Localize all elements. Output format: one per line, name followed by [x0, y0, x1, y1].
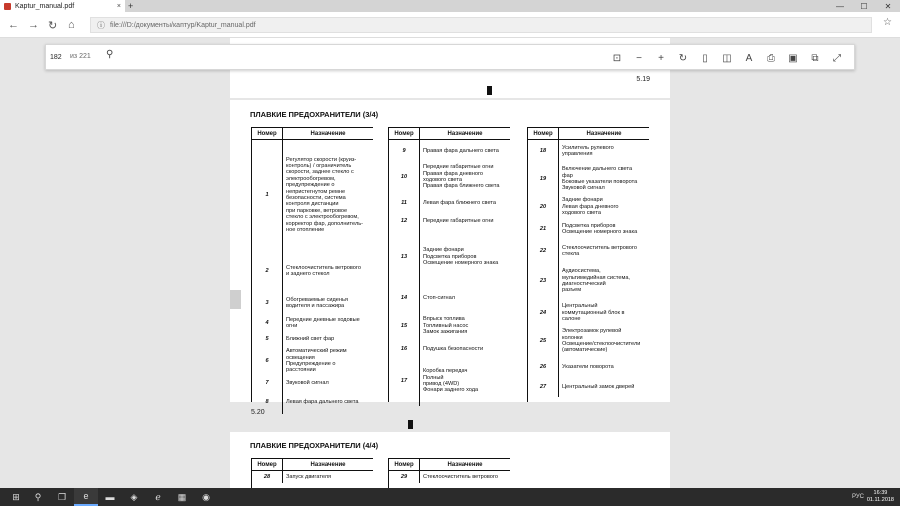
- clock[interactable]: [867, 490, 894, 504]
- fuse-number: 5: [252, 332, 283, 346]
- address-bar: [0, 12, 900, 38]
- fuse-number: 28: [252, 471, 283, 483]
- fuse-row: [252, 471, 373, 483]
- app-icon[interactable]: ◈: [130, 491, 138, 502]
- fuse-description: Аудиосистема, мультимедийная система, диагностический разъем: [562, 268, 630, 294]
- fuse-row: [528, 196, 649, 218]
- fuse-description: Коробка передач Полный привод (4WD) Фонари заднего хода: [423, 368, 479, 394]
- fuse-row: [389, 228, 510, 286]
- fuse-description: Стоп-сигнал: [423, 294, 455, 301]
- fuse-row: [528, 300, 649, 326]
- tab-kaptur-manual[interactable]: [0, 0, 125, 12]
- column-header: [252, 127, 373, 140]
- print-icon[interactable]: ⎙: [767, 52, 775, 64]
- clock-date: 01.11.2018: [866, 497, 894, 503]
- read-aloud-icon[interactable]: A: [745, 52, 753, 64]
- page-view-icon[interactable]: ▯: [702, 52, 708, 64]
- fuse-row: [528, 262, 649, 300]
- fuse-description: Стеклоочиститель ветрового: [423, 473, 498, 480]
- fuse-column-1: [251, 458, 373, 488]
- tray-lang[interactable]: РУС: [851, 494, 864, 500]
- task-view-icon[interactable]: ❐: [57, 491, 67, 502]
- ie-icon[interactable]: ℯ: [155, 491, 161, 502]
- fuse-rows: [389, 471, 510, 483]
- save-as-icon[interactable]: ⧉: [811, 52, 819, 64]
- fuse-description: Правая фара дальнего света: [423, 147, 499, 154]
- fuse-description: Передние габаритные огни: [423, 217, 494, 224]
- fuse-row: [252, 314, 373, 332]
- fuse-description: Центральный замок дверей: [562, 384, 635, 391]
- header-description: Назначение: [310, 130, 346, 137]
- zoom-in-icon[interactable]: +: [658, 52, 664, 64]
- toolbar-right-actions: [606, 45, 848, 71]
- fuse-row: [252, 376, 373, 390]
- fit-page-icon[interactable]: ⊡: [612, 52, 622, 64]
- fuse-column-3: [527, 127, 649, 402]
- fuse-column-1: [251, 127, 373, 405]
- firefox-icon[interactable]: ◉: [202, 491, 210, 502]
- header-number: Номер: [528, 128, 559, 139]
- fuse-row: [389, 342, 510, 356]
- fuse-number: 17: [389, 356, 420, 406]
- fuse-description: Центральный коммутационный блок в салоне: [562, 303, 625, 323]
- clock-time: 16:39: [873, 490, 888, 496]
- edge-browser-icon[interactable]: e: [74, 488, 98, 506]
- file-explorer-icon[interactable]: ▬: [105, 492, 115, 502]
- fuse-number: 22: [528, 240, 559, 262]
- header-description: Назначение: [310, 461, 346, 468]
- fuse-number: 3: [252, 292, 283, 314]
- page-marker: [487, 86, 492, 95]
- header-number: Номер: [252, 128, 283, 139]
- fuse-row: [528, 218, 649, 240]
- fuse-description: Подсветка приборов Освещение номерного знака: [562, 222, 638, 235]
- fuse-number: 25: [528, 326, 559, 356]
- page-gap: [230, 98, 670, 100]
- fuse-description: Левая фара дальнего света: [286, 398, 359, 405]
- fuse-number: 10: [389, 162, 420, 192]
- fuse-number: 20: [528, 196, 559, 218]
- favorite-star-icon[interactable]: ☆: [883, 17, 892, 28]
- fuse-number: 15: [389, 310, 420, 342]
- fuse-description: Задние фонари Подсветка приборов Освещение номерного знака: [423, 247, 499, 267]
- fuse-column-2: [388, 458, 510, 488]
- search-icon[interactable]: ⚲: [106, 49, 114, 60]
- start-windows-icon[interactable]: ⊞: [12, 491, 20, 502]
- fuse-description: Стеклоочиститель ветрового стекла: [562, 244, 637, 257]
- page-marker: [408, 420, 413, 429]
- fuse-description: Подушка безопасности: [423, 345, 484, 352]
- fuse-number: 7: [252, 376, 283, 390]
- column-header: [252, 458, 373, 471]
- fuse-rows: [252, 471, 373, 483]
- column-header: [528, 127, 649, 140]
- fuse-row: [252, 390, 373, 414]
- page-total: из 221: [70, 53, 91, 60]
- fuse-number: 8: [252, 390, 283, 414]
- reading-mode-icon[interactable]: ◫: [722, 52, 732, 64]
- fuse-row: [389, 162, 510, 192]
- fuse-row: [252, 292, 373, 314]
- fuse-rows: [528, 140, 649, 397]
- home-button[interactable]: ⌂: [68, 19, 75, 31]
- fuse-number: 18: [528, 140, 559, 162]
- fuse-description: Автоматический режим освещения Предупреждение о расстоянии: [286, 348, 347, 374]
- section-title: ПЛАВКИЕ ПРЕДОХРАНИТЕЛИ (3/4): [250, 110, 379, 119]
- fuse-description: Передние габаритные огни Правая фара дневного ходового света Правая фара ближнего света: [423, 164, 500, 190]
- pdf-toolbar: [45, 44, 855, 70]
- system-tray: [852, 488, 864, 506]
- refresh-button[interactable]: ↻: [48, 19, 58, 32]
- fuse-row: [389, 192, 510, 214]
- page-number-input[interactable]: 182: [50, 53, 62, 61]
- fuse-row: [528, 140, 649, 162]
- fuse-number: 4: [252, 314, 283, 332]
- fuse-description: Задние фонари Левая фара дневного ходового света: [562, 197, 619, 217]
- calculator-icon[interactable]: ▦: [177, 491, 187, 502]
- fuse-number: 16: [389, 342, 420, 356]
- header-description: Назначение: [447, 130, 483, 137]
- fuse-number: 23: [528, 262, 559, 300]
- side-scroll-tab[interactable]: [230, 290, 241, 309]
- fuse-description: Указатели поворота: [562, 363, 614, 370]
- pdf-page-next: [230, 432, 670, 488]
- window-controls: [828, 0, 900, 12]
- fuse-column-2: [388, 127, 510, 402]
- info-icon: ⓘ: [97, 20, 105, 30]
- fuse-row: [389, 140, 510, 162]
- fuse-row: [389, 471, 510, 483]
- rotate-icon[interactable]: ↻: [678, 52, 688, 64]
- fuse-number: 1: [252, 140, 283, 250]
- fuse-description: Включение дальнего света фар Боковые указатели поворота Звуковой сигнал: [562, 166, 638, 192]
- forward-button[interactable]: →: [28, 19, 39, 31]
- tab-bar: [0, 0, 900, 12]
- fuse-number: 11: [389, 192, 420, 214]
- fuse-number: 27: [528, 378, 559, 397]
- fuse-row: [389, 214, 510, 228]
- url-field[interactable]: [90, 17, 872, 33]
- fuse-number: 21: [528, 218, 559, 240]
- fuse-row: [389, 356, 510, 406]
- fuse-row: [528, 326, 649, 356]
- fuse-number: 24: [528, 300, 559, 326]
- fuse-row: [252, 332, 373, 346]
- pdf-icon: [4, 3, 11, 10]
- pdf-viewer[interactable]: [0, 38, 900, 488]
- column-header: [389, 127, 510, 140]
- header-number: Номер: [389, 128, 420, 139]
- page-number-top: 5.19: [636, 76, 650, 83]
- fuse-description: Запуск двигателя: [286, 473, 332, 480]
- fuse-number: 13: [389, 228, 420, 286]
- fuse-description: Впрыск топлива Топливный насос Замок зажигания: [423, 316, 469, 336]
- fuse-rows: [389, 140, 510, 406]
- fuse-row: [252, 140, 373, 250]
- fullscreen-icon[interactable]: ⤢: [833, 52, 841, 64]
- fuse-description: Звуковой сигнал: [286, 379, 329, 386]
- fuse-number: 2: [252, 250, 283, 292]
- taskbar: [0, 488, 900, 506]
- fuse-number: 19: [528, 162, 559, 196]
- zoom-out-icon[interactable]: −: [636, 52, 642, 64]
- minimize-button[interactable]: —: [836, 1, 844, 11]
- fuse-number: 26: [528, 356, 559, 378]
- tab-title: Kaptur_manual.pdf: [15, 2, 75, 10]
- header-number: Номер: [389, 459, 420, 470]
- header-number: Номер: [252, 459, 283, 470]
- fuse-row: [528, 162, 649, 196]
- search-icon[interactable]: ⚲: [34, 491, 42, 502]
- fuse-description: Регулятор скорости (круиз- контроль) / ограничитель скорости, заднее стекло с электрообогревом, предупреждение о непристегнутом ремне безопасности, система контроля дистанции при парковке, ветровое стекло с электрообогревом, корректор фар, дополнитель- ное отопление: [286, 156, 364, 234]
- url-text: file:///D:/документы/каптур/Kaptur_manual.pdf: [110, 21, 256, 29]
- maximize-button[interactable]: ☐: [860, 1, 868, 11]
- fuse-description: Стеклоочиститель ветрового и заднего стекол: [286, 264, 361, 277]
- save-icon[interactable]: ▣: [788, 52, 798, 64]
- close-window-button[interactable]: ✕: [884, 1, 892, 11]
- pdf-page: [230, 38, 670, 416]
- page-number-bottom: 5.20: [251, 409, 265, 416]
- fuse-row: [528, 356, 649, 378]
- header-description: Назначение: [447, 461, 483, 468]
- tab-close-icon[interactable]: ×: [116, 2, 121, 10]
- fuse-row: [252, 346, 373, 376]
- fuse-number: 9: [389, 140, 420, 162]
- fuse-number: 29: [389, 471, 420, 483]
- fuse-description: Ближний свет фар: [286, 335, 335, 342]
- header-description: Назначение: [586, 130, 622, 137]
- new-tab-button[interactable]: +: [128, 1, 134, 11]
- column-header: [389, 458, 510, 471]
- fuse-number: 12: [389, 214, 420, 228]
- back-button[interactable]: ←: [8, 19, 19, 31]
- fuse-row: [528, 378, 649, 397]
- fuse-number: 14: [389, 286, 420, 310]
- fuse-row: [252, 250, 373, 292]
- fuse-description: Электрозамок рулевой колонки Освещение/стеклоочистители (автоматические): [562, 328, 641, 354]
- fuse-description: Усилитель рулевого управления: [562, 144, 614, 157]
- fuse-rows: [252, 140, 373, 414]
- fuse-row: [528, 240, 649, 262]
- fuse-number: 6: [252, 346, 283, 376]
- fuse-row: [389, 286, 510, 310]
- fuse-description: Обогреваемые сиденья водителя и пассажира: [286, 296, 348, 309]
- fuse-description: Левая фара ближнего света: [423, 199, 496, 206]
- fuse-description: Передние дневные ходовые огни: [286, 316, 360, 329]
- section-title: ПЛАВКИЕ ПРЕДОХРАНИТЕЛИ (4/4): [250, 441, 379, 450]
- fuse-row: [389, 310, 510, 342]
